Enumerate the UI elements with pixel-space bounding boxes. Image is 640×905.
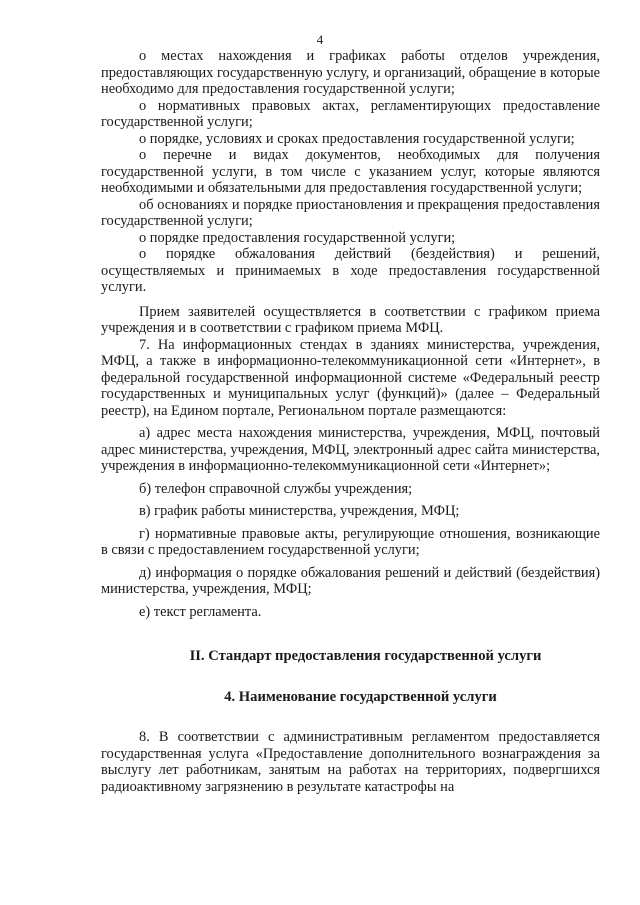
paragraph-info-normative-acts: о нормативных правовых актах, регламентирующих предоставление государственной услуги; [101,97,600,130]
paragraph-info-locations: о местах нахождения и графиках работы отделов учреждения, предоставляющих государственную услугу, и организаций, обращение в которые необходимо для предоставления государственной услуги; [101,48,600,97]
paragraph-info-appeal: о порядке обжалования действий (бездействия) и решений, осуществляемых и принимаемых в ходе предоставления государственной услуги. [101,246,600,295]
paragraph-info-procedure: о порядке, условиях и сроках предоставления государственной услуги; [139,130,575,147]
list-item-a: а) адрес места нахождения министерства, учреждения, МФЦ, почтовый адрес министерства, учреждения, МФЦ, электронный адрес сайта министерства, учреждения в информационно-телекоммуникационной сети «Интернет»; [101,425,600,474]
paragraph-8: 8. В соответствии с административным регламентом предоставляется государственная услуга «Предоставление дополнительного вознаграждения за выслугу лет работникам, занятым на работах на территориях, подвергшихся радиоактивному загрязнению в результате катастрофы на [101,729,600,795]
paragraph-reception: Прием заявителей осуществляется в соответствии с графиком приема учреждения и в соответствии с графиком приема МФЦ. [101,303,600,336]
section-heading: II. Стандарт предоставления государственной услуги [189,648,542,664]
subsection-heading: 4. Наименование государственной услуги [224,688,497,705]
page-number: 4 [316,32,324,47]
paragraph-info-suspension: об основаниях и порядке приостановления и прекращения предоставления государственной услуги; [101,196,600,229]
list-item-d: д) информация о порядке обжалования решений и действий (бездействия) министерства, учреждения, МФЦ; [101,564,600,597]
list-item-v: в) график работы министерства, учреждения, МФЦ; [139,503,460,519]
paragraph-info-provision-order: о порядке предоставления государственной услуги; [139,229,456,246]
list-item-e: е) текст регламента. [139,603,262,620]
paragraph-7: 7. На информационных стендах в зданиях министерства, учреждения, МФЦ, а также в информационно-телекоммуникационной сети «Интернет», в федеральной государственной информационной системе «Федеральный реестр государственных и муниципальных услуг (функций)» (далее – Федеральный реестр), на Едином портале, Региональном портале размещаются: [101,336,600,419]
list-item-b: б) телефон справочной службы учреждения; [139,480,413,497]
paragraph-info-documents: о перечне и видах документов, необходимых для получения государственной услуги, в том числе с указанием услуг, которые являются необходимыми и обязательными для предоставления государственной услуги; [101,147,600,196]
document-body [101,48,600,795]
list-item-g: г) нормативные правовые акты, регулирующие отношения, возникающие в связи с предоставлением государственной услуги; [101,525,600,558]
